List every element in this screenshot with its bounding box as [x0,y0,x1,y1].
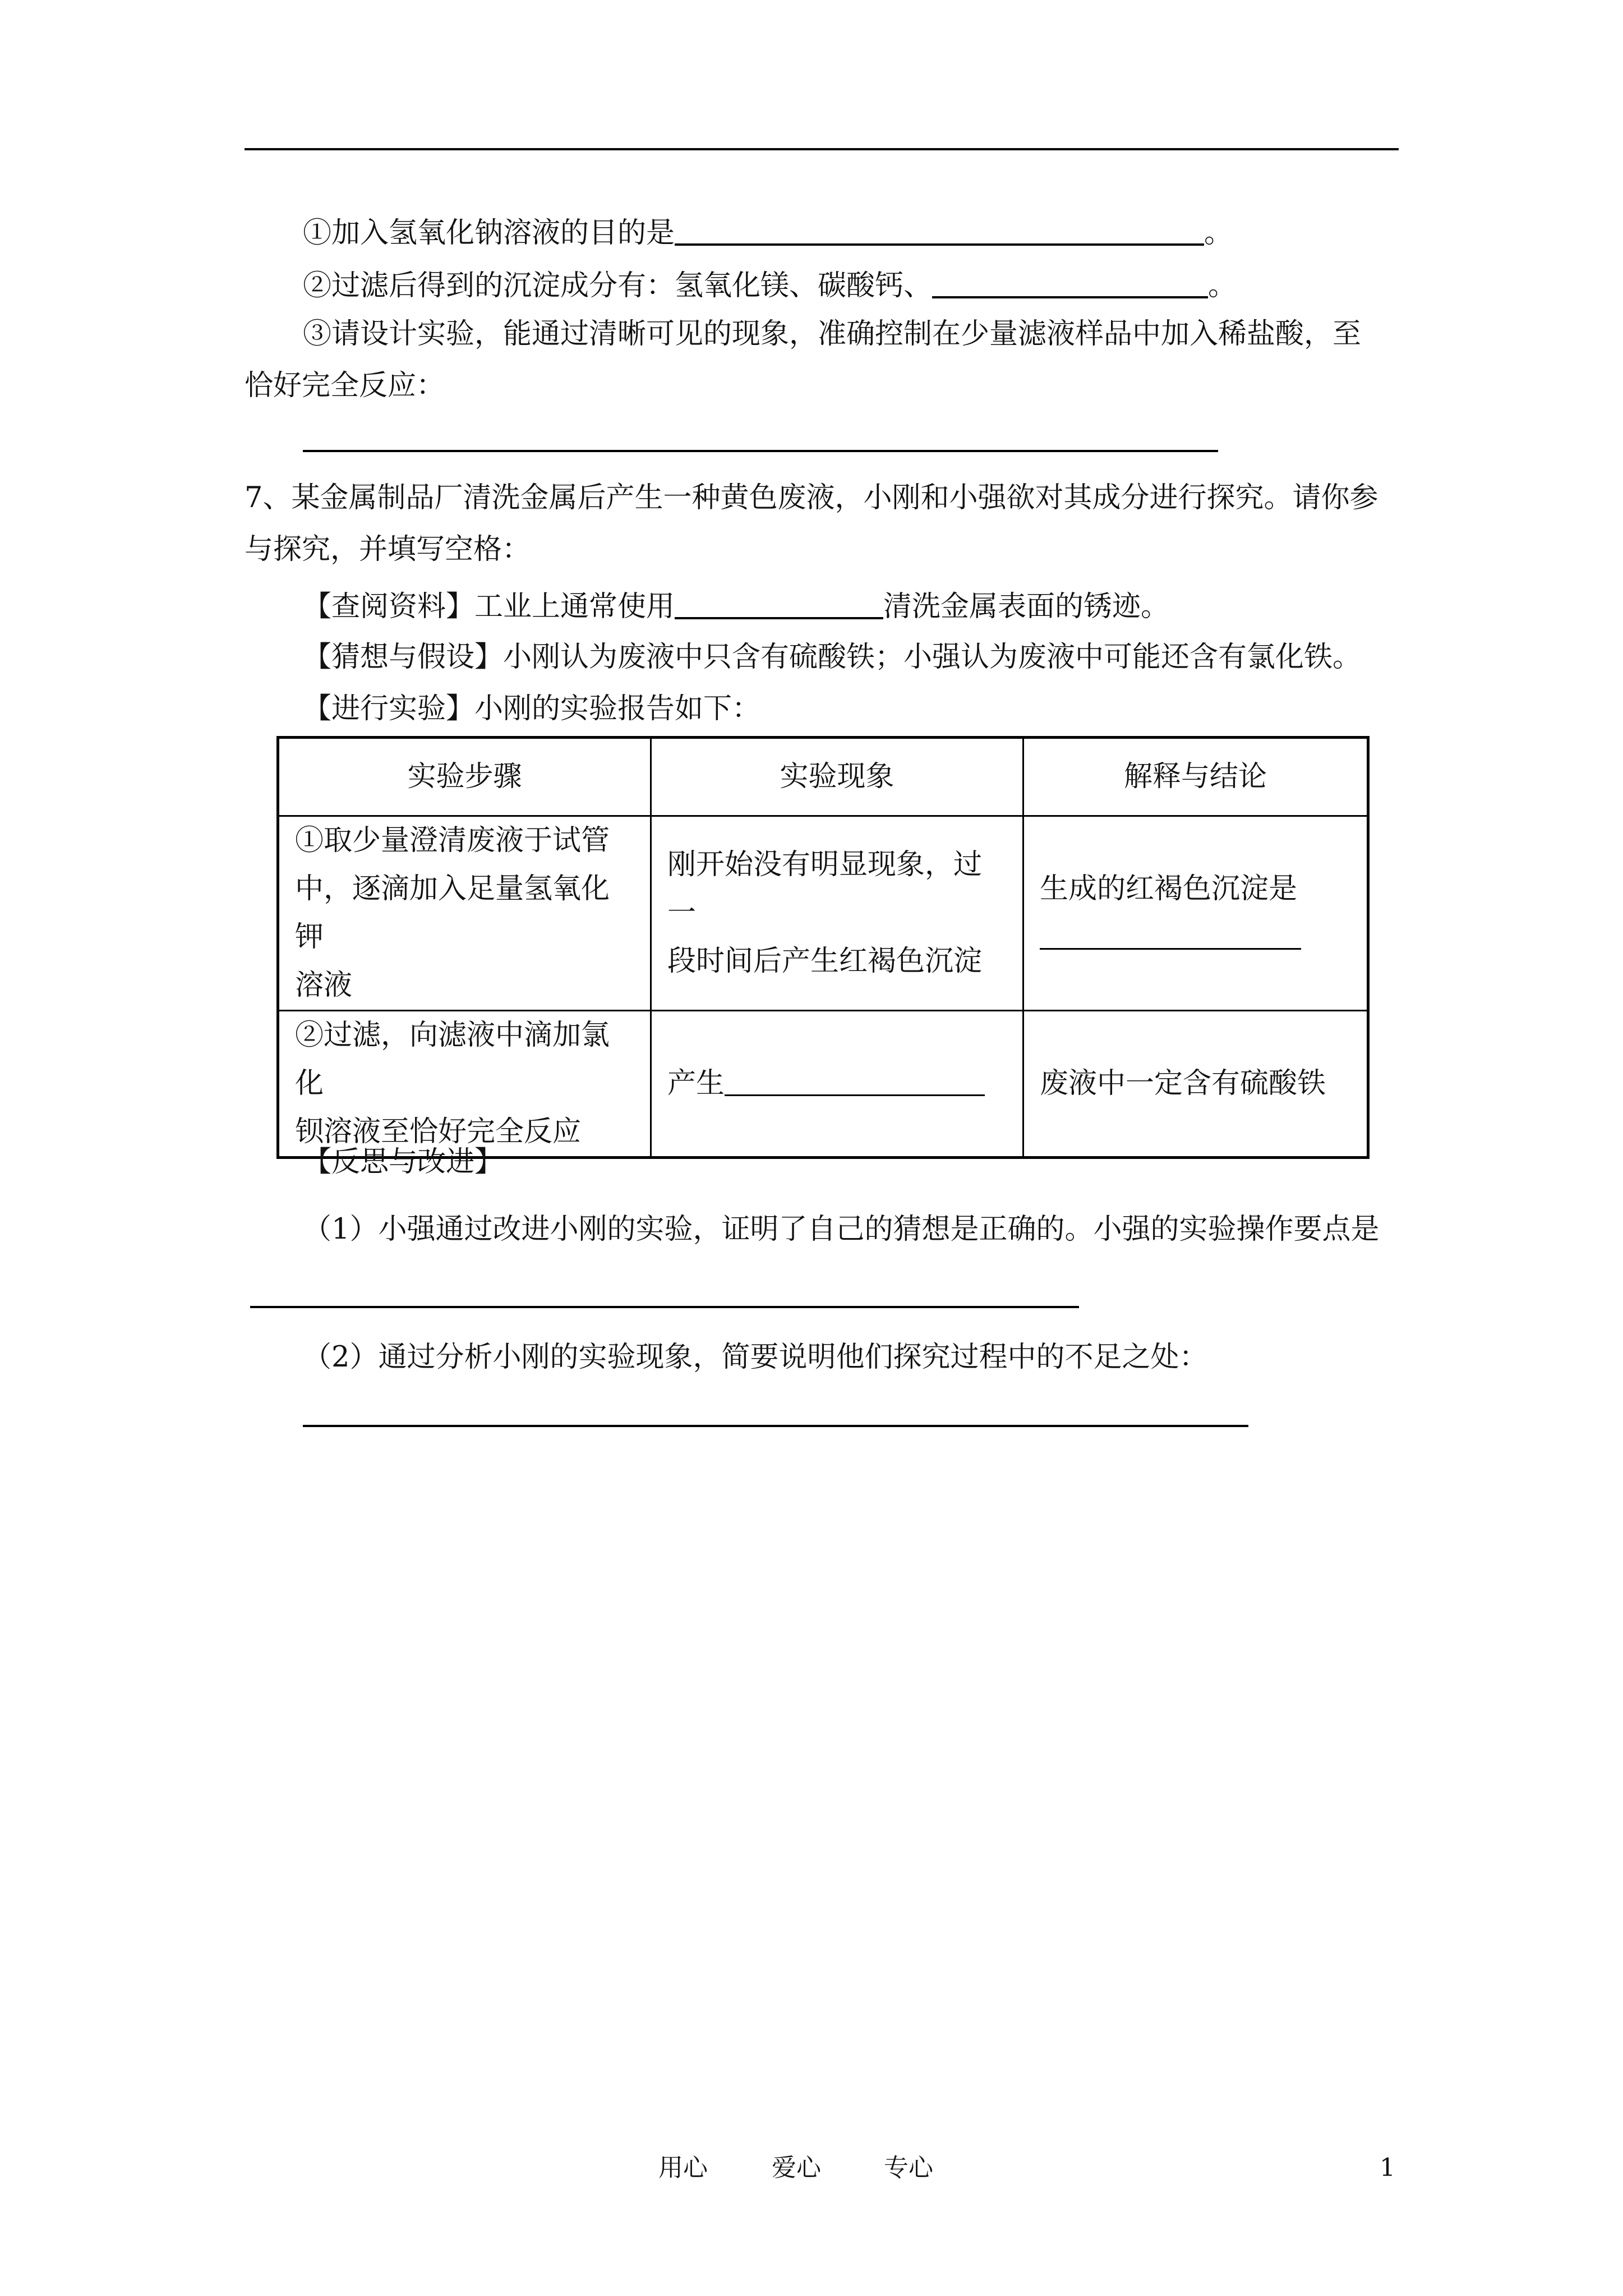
answer-line[interactable] [303,450,1218,452]
q6-line-1-text: ①加入氢氧化钠溶液的目的是 [303,217,675,250]
row2-step-line: ②过滤，向滤液中滴加氯化 [295,1019,610,1100]
row1-step [278,816,651,1011]
q6-line-1 [303,217,1233,250]
page-number-text: 1 [1380,2154,1395,2182]
row2-phenomenon-text: 产生 [667,1067,725,1100]
reflection-1 [303,1215,1379,1244]
reflection-1-text: （1）小强通过改进小刚的实验，证明了自己的猜想是正确的。小强的实验操作要点是 [303,1213,1380,1246]
row2-step [278,1011,651,1158]
table-row [278,816,1368,1011]
q7-intro-2-text: 与探究，并填写空格： [245,533,531,566]
answer-blank[interactable] [675,217,1204,246]
header-step: 实验步骤 [278,738,651,816]
row2-conclusion-text: 废液中一定含有硫酸铁 [1040,1067,1326,1100]
q6-line-2 [303,269,1237,300]
footer-slogan-3 [884,2156,933,2180]
answer-line[interactable] [250,1306,1079,1308]
reflection-2-text: （2）通过分析小刚的实验现象，简要说明他们探究过程中的不足之处： [303,1341,1208,1374]
experiment-report-table [276,736,1370,1159]
reflection-title-text: 【反思与改进】 [303,1145,504,1179]
row1-step-line: ①取少量澄清废液于试管 [295,824,610,857]
q7-hypothesis [303,641,1362,674]
answer-blank[interactable] [1040,921,1301,950]
q6-line-4 [245,371,445,400]
header-conclusion: 解释与结论 [1023,738,1368,816]
row2-phenomenon [651,1011,1023,1158]
row2-step-line: 钡溶液至恰好完全反应 [295,1115,582,1148]
footer-slogan-1-text: 用心 [658,2154,708,2182]
answer-blank[interactable] [675,590,883,619]
row1-conclusion-text: 生成的红褐色沉淀是 [1040,872,1298,905]
footer-slogan-1 [658,2156,708,2180]
table-row [278,1011,1368,1158]
q6-line-4-text: 恰好完全反应： [245,369,445,402]
period: 。 [1204,217,1233,250]
reflection-2 [303,1343,1207,1372]
answer-blank[interactable] [932,269,1208,298]
row1-phenomenon-line: 刚开始没有明显现象，过一 [667,848,983,930]
row1-phenomenon-line: 段时间后产生红褐色沉淀 [667,945,983,978]
reflection-title [303,1145,504,1179]
period: 。 [1208,269,1237,302]
q6-line-3-text: ③请设计实验，能通过清晰可见的现象，准确控制在少量滤液样品中加入稀盐酸，至 [303,318,1362,351]
hypothesis-text: 【猜想与假设】小刚认为废液中只含有硫酸铁；小强认为废液中可能还含有氯化铁。 [303,641,1362,674]
q7-lookup [303,590,1169,621]
q7-experiment [303,694,760,723]
q7-intro-1-text: 7、某金属制品厂清洗金属后产生一种黄色废液，小刚和小强欲对其成分进行探究。请你参 [245,481,1378,514]
row1-step-line: 溶液 [295,969,353,1002]
experiment-text: 【进行实验】小刚的实验报告如下： [303,692,761,725]
footer-slogan-2-text: 爱心 [772,2154,821,2182]
row1-conclusion [1023,816,1368,1011]
row1-step-line: 中，逐滴加入足量氢氧化钾 [295,872,610,954]
q7-intro-1 [245,481,1378,514]
header-phenomenon: 实验现象 [651,738,1023,816]
table-header-row [278,738,1368,816]
header-rule [245,148,1399,150]
q6-line-3 [303,318,1362,351]
lookup-text-end: 清洗金属表面的锈迹。 [883,590,1170,623]
footer-slogan-2 [772,2156,821,2180]
row1-phenomenon [651,816,1023,1011]
q7-intro-2 [245,535,531,564]
q6-line-2-text: ②过滤后得到的沉淀成分有：氢氧化镁、碳酸钙、 [303,269,933,302]
answer-line[interactable] [303,1425,1248,1427]
footer-slogan-3-text: 专心 [884,2154,933,2182]
lookup-text: 【查阅资料】工业上通常使用 [303,590,675,623]
page-number [1380,2156,1395,2180]
row2-conclusion [1023,1011,1368,1158]
answer-blank[interactable] [725,1068,985,1096]
